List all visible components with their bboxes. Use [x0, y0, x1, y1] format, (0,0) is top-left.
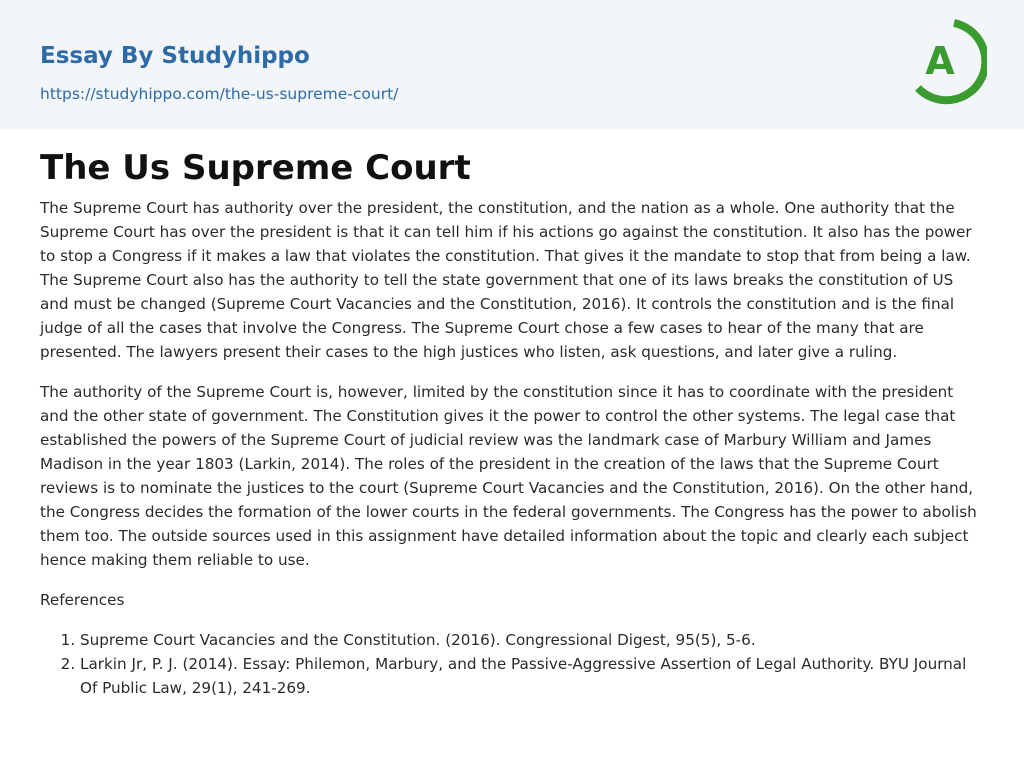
page-title: The Us Supreme Court [40, 148, 471, 188]
paragraph: The Supreme Court has authority over the president, the constitution, and the nation as a whole. One authority that the Supreme Court has over the president is that it can tell him if his actions go against the constitution. It also has the power to stop a Congress if it makes a law that violates the constitution. That gives it the mandate to stop that from being a law. The Supreme Court also has the authority to tell the state government that one of its laws breaks the constitution of US and must be changed (Supreme Court Vacancies and the Constitution, 2016). It controls the constitution and is the final judge of all the cases that involve the Congress. The Supreme Court chose a few cases to hear of the many that are presented. The lawyers present their cases to the high justices who listen, ask questions, and later give a ruling. [40, 199, 972, 361]
studyhippo-logo-icon[interactable] [913, 19, 987, 105]
references-list [40, 628, 984, 700]
paragraph: The authority of the Supreme Court is, however, limited by the constitution since it has to coordinate with the president and the other state of government. The Constitution gives it the power to control the other systems. The legal case that established the powers of the Supreme Court of judicial review was the landmark case of Marbury William and James Madison in the year 1803 (Larkin, 2014). The roles of the president in the creation of the laws that the Supreme Court reviews is to nominate the justices to the court (Supreme Court Vacancies and the Constitution, 2016). On the other hand, the Congress decides the formation of the lower courts in the federal governments. The Congress has the power to abolish them too. The outside sources used in this assignment have detailed information about the topic and clearly each subject hence making them reliable to use. [40, 383, 977, 569]
logo-letter: A [925, 39, 955, 83]
source-url-link[interactable]: https://studyhippo.com/the-us-supreme-court/ [40, 85, 399, 103]
page-header [0, 0, 1024, 129]
reference-item: 2. Larkin Jr, P. J. (2014). Essay: Philemon, Marbury, and the Passive-Aggressive Assertion of Legal Authority. BYU Journal Of Public Law, 29(1), 241-269. [80, 652, 984, 700]
references-heading: References [40, 591, 125, 609]
brand-title: Essay By Studyhippo [40, 43, 310, 69]
reference-item: 1. Supreme Court Vacancies and the Constitution. (2016). Congressional Digest, 95(5), 5-6. [80, 628, 984, 652]
article [40, 140, 984, 700]
